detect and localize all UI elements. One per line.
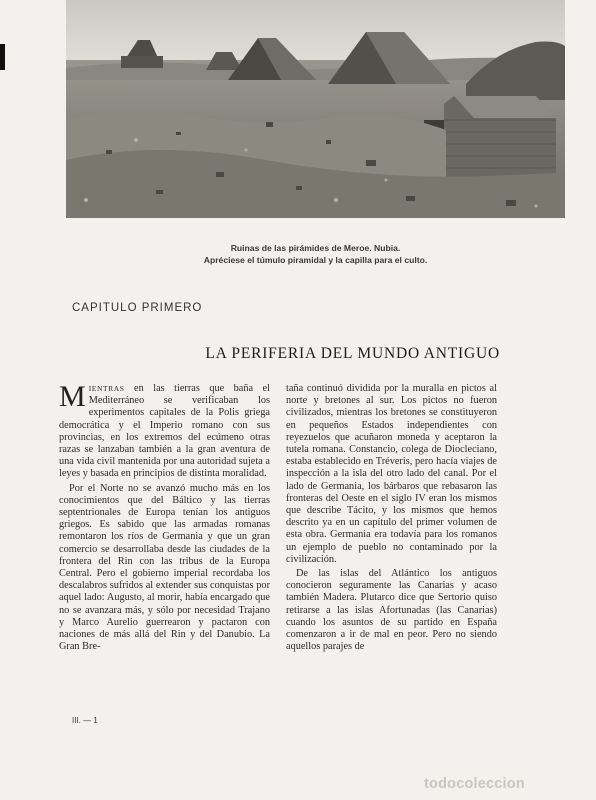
paragraph: taña continuó dividida por la muralla en pictos al norte y bretones al sur. Los pictos no fueron civilizados, mientras los bretones se constituyeron en pequeños Estados independientes con reyezuelos que acuñaron moneda y aceptaron la tutela romana. Constancio, colega de Diocleciano, estaba establecido en Tréveris, pero hacía viajes de inspección a la isla del otro lado del canal. Por el lado de Germania, los bárbaros que rebasaron las fronteras del Oeste en el siglo IV eran los mismos que describe Tácito, y los mismos que hemos descrito ya en un capítulo del primer volumen de esta obra. Germania era todavía para los romanos un ejemplo de pueblo no contaminado por la civilización. — [286, 383, 497, 565]
drop-cap: M — [59, 380, 86, 413]
caption-line-1: Ruinas de las pirámides de Meroe. Nubia. — [230, 243, 401, 253]
chapter-label: CAPITULO PRIMERO — [72, 302, 203, 314]
caption-line-2: Apréciese el túmulo piramidal y la capilla para el culto. — [203, 255, 428, 265]
page-folio: III. — 1 — [72, 716, 98, 725]
small-caps-lead: IENTRAS — [88, 384, 125, 393]
body-column-right — [286, 383, 497, 655]
paragraph — [59, 380, 270, 481]
body-column-left — [59, 380, 270, 655]
edge-registration-mark — [0, 44, 5, 70]
photo-caption — [66, 242, 565, 266]
paragraph: Por el Norte no se avanzó mucho más en los conocimientos que del Báltico y las tierras septentrionales de Europa tenían los antiguos griegos. Es sabido que las armadas romanas remontaron los ríos de Germania y que un gran comercio se desarrollaba desde las ciudades de la frontera del Rin con las tribus de la Europa Central. Pero el gobierno imperial recordaba los descalabros sufridos al extender sus conquistas por aquel lado: Augusto, al morir, había encargado que no se avanzara más, y sólo por necesidad Trajano y Marco Aurelio guerrearon y pactaron con naciones de más allá del Rin y del Danubio. La Gran Bre- — [59, 482, 270, 653]
landscape-photo-icon — [66, 0, 565, 218]
pyramids-photo — [66, 0, 565, 218]
paragraph-text: en las tierras que baña el Mediterráneo se verificaban los experimentos capitales de la Polis griega democrática y el Imperio romano con sus provincias, en los extremos del ecúmeno otras razas se lanzaban también a la gran aventura de una vida civil mantenida por una autoridad sujeta a leyes y basada en principios de distinta moralidad. — [59, 383, 270, 480]
chapter-title: LA PERIFERIA DEL MUNDO ANTIGUO — [205, 345, 500, 362]
watermark-logo: todocoleccion — [424, 776, 525, 792]
paragraph: De las islas del Atlántico los antiguos conocieron seguramente las Canarias y acaso también Madera. Plutarco dice que Sertorio quiso retirarse a las islas Afortunadas (las Canarias) cuando los asuntos de su partido en España comenzaron a ir de mal en peor. Pero no siendo aquellos parajes de — [286, 568, 497, 653]
